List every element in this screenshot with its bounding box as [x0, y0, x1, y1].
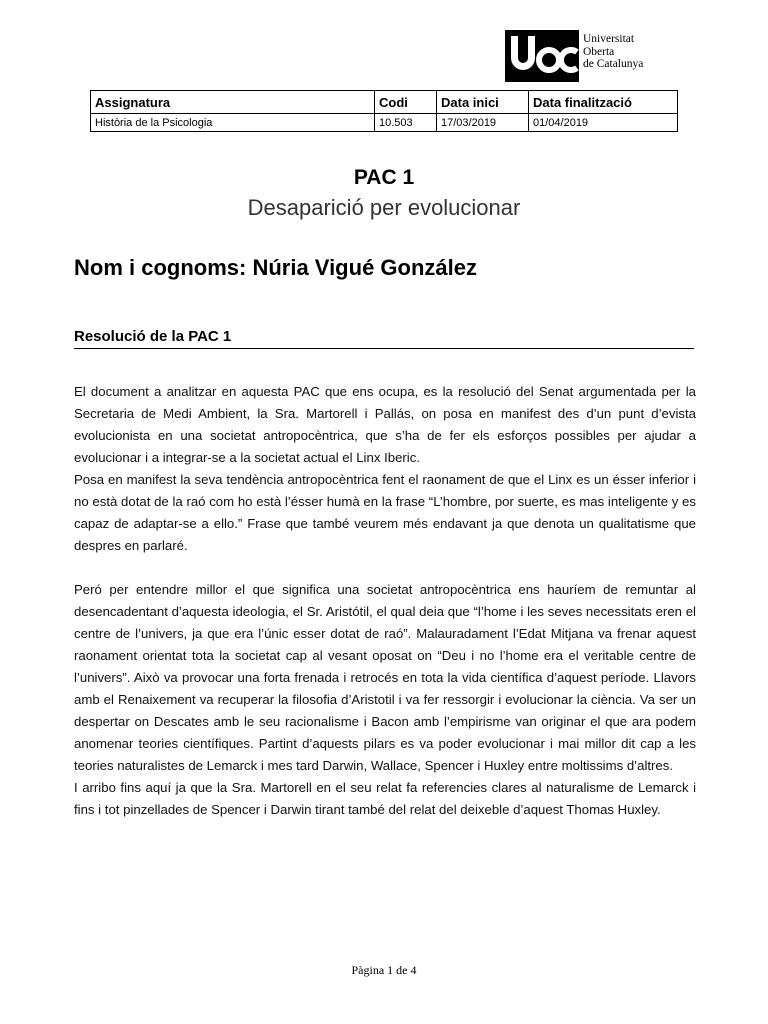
- paragraph-4: I arribo fins aquí ja que la Sra. Martorell en el seu relat fa referencies clares al naturalisme de Lemarck i fins i tot pinzellades de Spencer i Darwin tirant també del relat del deixeble d’aquest Thomas Huxley.: [74, 780, 696, 817]
- student-name: Nom i cognoms: Núria Vigué González: [74, 255, 477, 280]
- cell-assignatura: Història de la Psicologia: [91, 114, 375, 132]
- logo-wordmark: [583, 33, 643, 71]
- header-assignatura: Assignatura: [91, 91, 375, 114]
- paragraph-spacer: [74, 557, 696, 579]
- logo-line-1: Universitat: [583, 33, 635, 45]
- header-data-finalitzacio: Data finalització: [529, 91, 678, 114]
- cell-codi: 10.503: [375, 114, 437, 132]
- paragraph-2: Posa en manifest la seva tendència antropocèntrica fent el raonament de que el Linx es un ésser inferior i no està dotat de la raó com ho està l’ésser humà en la frase “L’hombre, por suerte, es mas inteligente y es capaz de adaptar-se a ello.” Frase que també veurem més endavant ja que denota un qualitatisme que despres en parlaré.: [74, 472, 696, 553]
- header-codi: Codi: [375, 91, 437, 114]
- table-header-row: [91, 91, 678, 114]
- uoc-logo-mark-icon: [505, 30, 579, 82]
- logo-line-3: de Catalunya: [583, 58, 644, 70]
- section-heading: Resolució de la PAC 1: [74, 328, 694, 349]
- document-subtitle: Desaparició per evolucionar: [247, 195, 521, 220]
- logo-line-2: Oberta: [583, 45, 615, 58]
- cell-data-inici: 17/03/2019: [437, 114, 529, 132]
- body-text: [74, 381, 696, 821]
- uoc-logo: [505, 30, 655, 82]
- table-row: [91, 114, 678, 132]
- document-title: PAC 1: [353, 166, 415, 189]
- course-info-table: [90, 90, 678, 132]
- header-data-inici: Data inici: [437, 91, 529, 114]
- page-number: Pàgina 1 de 4: [351, 963, 417, 977]
- paragraph-1: El document a analitzar en aquesta PAC que ens ocupa, es la resolució del Senat argumentada per la Secretaria de Medi Ambient, la Sra. Martorell i Pallás, on posa en manifest des d’un punt d’evista evolucionista en una societat antropocèntrica, que s’ha de fer els esforços possibles per ajudar a evolucionar i a integrar-se a la societat actual el Linx Iberic.: [74, 384, 696, 465]
- paragraph-3: Peró per entendre millor el que significa una societat antropocèntrica ens hauríem de remuntar al desencadentant d’aquesta ideologia, el Sr. Aristótil, el qual deia que “l’home i les seves necessitats eren el centre de l’univers, ja que era l’únic esser dotat de raó”. Malauradament l’Edat Mitjana va frenar aquest raonament orientat tota la societat cap al vesant oposat on “Deu i no l’home era el veritable centre de l’univers”. Això va provocar una forta frenada i retrocés en tota la vida científica d’aquest període. Llavors amb el Renaixement va recuperar la filosofia d’Aristotil i va fer ressorgir i evolucionar la ciència. Va ser un despertar on Descates amb le seu racionalisme i Bacon amb l’empirisme van originar el que ara podem anomenar teories científiques. Partint d’aquests pilars es va poder evolucionar i mai millor dit cap a les teories naturalistes de Lemarck i mes tard Darwin, Wallace, Spencer i Huxley entre moltissims d’altres.: [74, 582, 696, 773]
- cell-data-finalitzacio: 01/04/2019: [529, 114, 678, 132]
